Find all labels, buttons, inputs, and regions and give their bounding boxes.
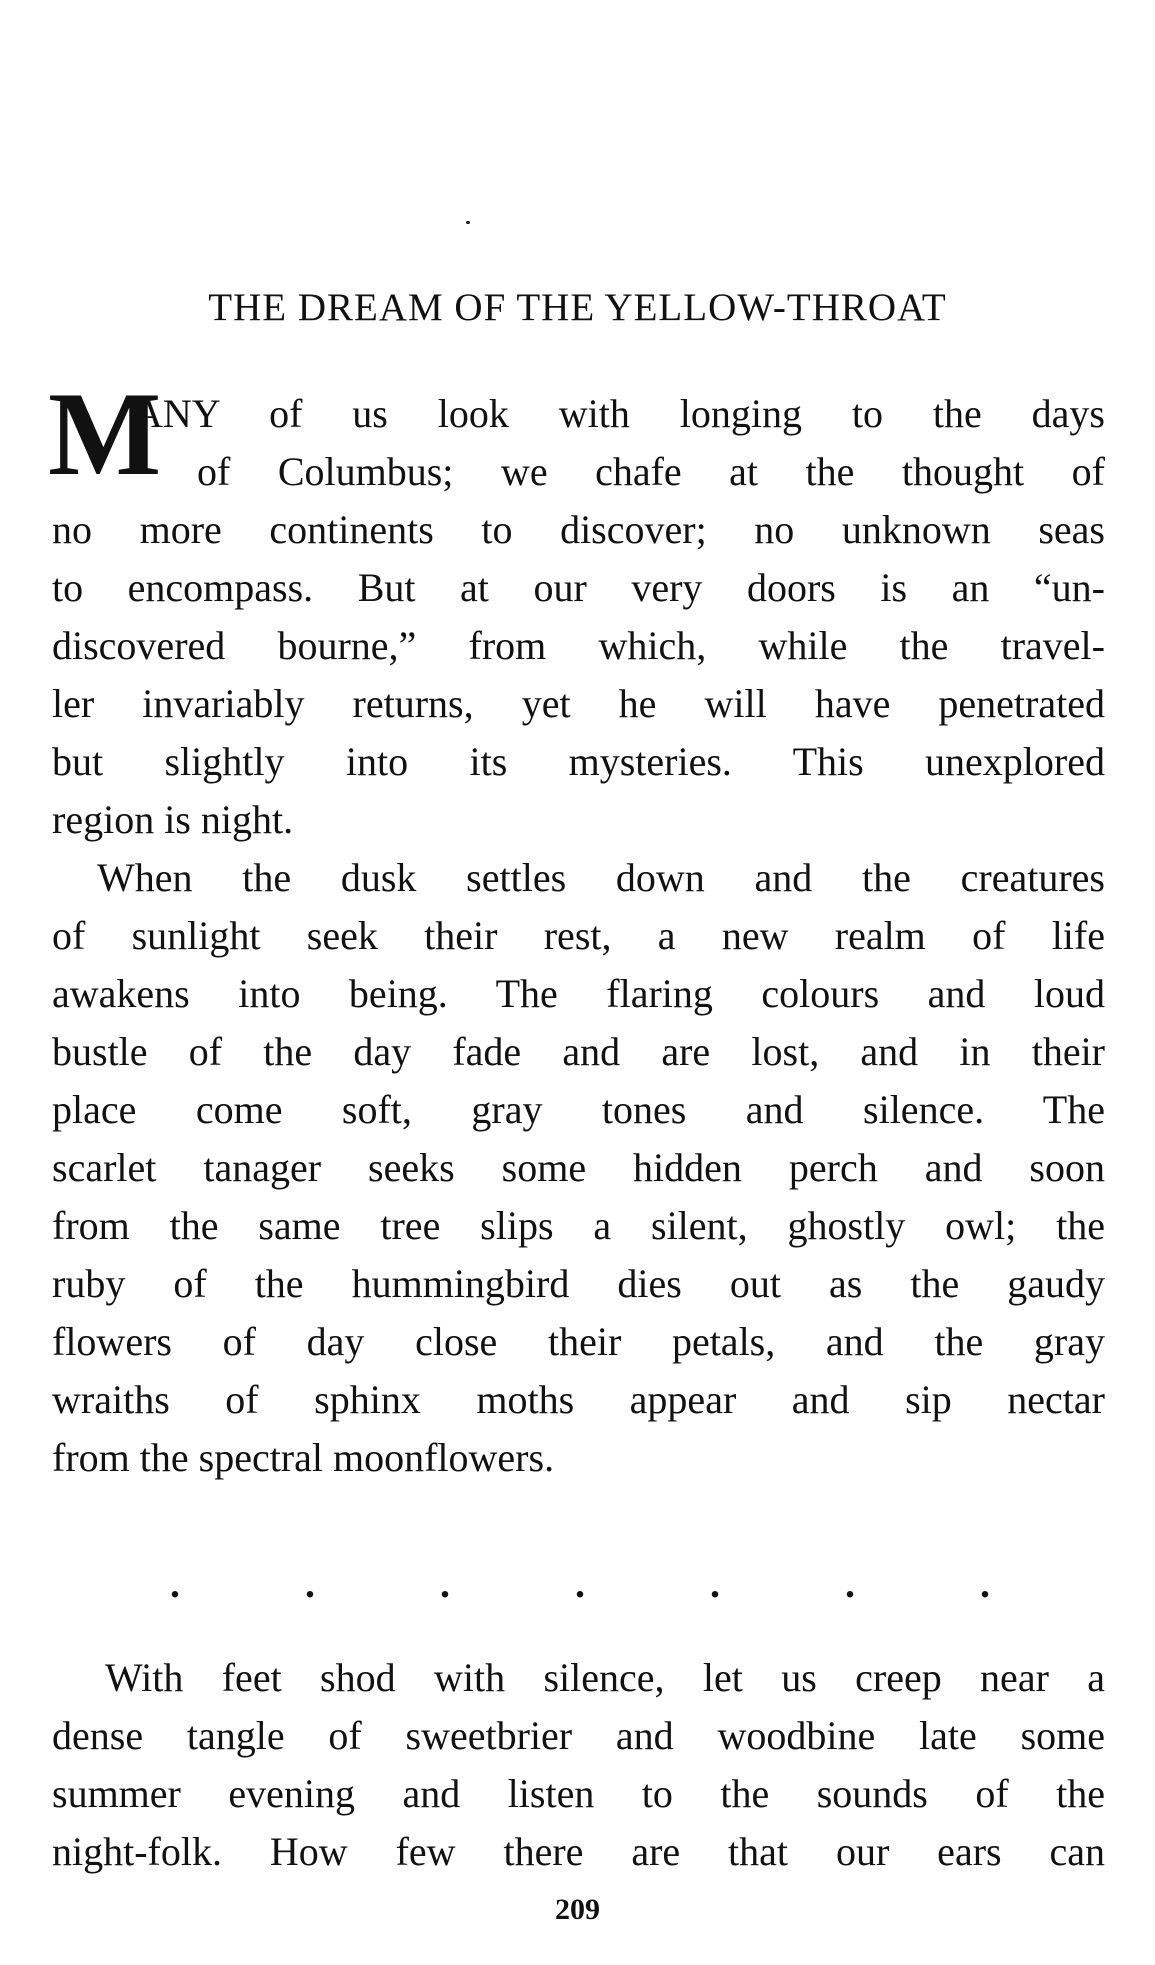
text-line: place come soft, gray tones and silence. The xyxy=(52,1087,1105,1132)
separator-dot: . xyxy=(980,1561,990,1606)
text-line: ANY of us look with longing to the days xyxy=(134,391,1105,436)
separator-dot: . xyxy=(575,1561,585,1606)
text-line: ler invariably returns, yet he will have penetrated xyxy=(52,681,1105,726)
text-line: When the dusk settles down and the creatures xyxy=(97,855,1105,900)
text-line: scarlet tanager seeks some hidden perch and soon xyxy=(52,1145,1105,1190)
separator-dot: . xyxy=(440,1561,450,1606)
separator-dot: . xyxy=(845,1561,855,1606)
text-line: of sunlight seek their rest, a new realm of life xyxy=(52,913,1105,958)
text-line: from the spectral moonflowers. xyxy=(52,1435,555,1480)
page-number: 209 xyxy=(555,1893,600,1926)
text-line: bustle of the day fade and are lost, and in their xyxy=(52,1029,1105,1074)
chapter-title: THE DREAM OF THE YELLOW-THROAT xyxy=(208,286,947,329)
text-line: awakens into being. The flaring colours and loud xyxy=(52,971,1105,1016)
drop-cap: M xyxy=(48,367,162,500)
text-line: to encompass. But at our very doors is an “un- xyxy=(52,565,1105,610)
text-line: wraiths of sphinx moths appear and sip nectar xyxy=(52,1377,1105,1422)
separator-dot: . xyxy=(170,1561,180,1606)
text-line: dense tangle of sweetbrier and woodbine late some xyxy=(52,1713,1105,1758)
separator-dot: . xyxy=(305,1561,315,1606)
text-line: night-folk. How few there are that our ears can xyxy=(52,1829,1105,1874)
text-line: but slightly into its mysteries. This unexplored xyxy=(52,739,1105,784)
text-line: region is night. xyxy=(52,797,294,842)
text-line: ruby of the hummingbird dies out as the gaudy xyxy=(52,1261,1105,1306)
separator-dot: . xyxy=(710,1561,720,1606)
text-line: no more continents to discover; no unknown seas xyxy=(52,507,1105,552)
text-line: flowers of day close their petals, and the gray xyxy=(52,1319,1105,1364)
text-line: summer evening and listen to the sounds of the xyxy=(52,1771,1105,1816)
text-line: of Columbus; we chafe at the thought of xyxy=(197,449,1105,494)
text-line: from the same tree slips a silent, ghostly owl; the xyxy=(52,1203,1105,1248)
section-separator xyxy=(170,1560,990,1607)
print-speck xyxy=(466,221,470,224)
text-line: discovered bourne,” from which, while the travel- xyxy=(52,623,1105,668)
text-line: With feet shod with silence, let us creep near a xyxy=(105,1655,1105,1700)
